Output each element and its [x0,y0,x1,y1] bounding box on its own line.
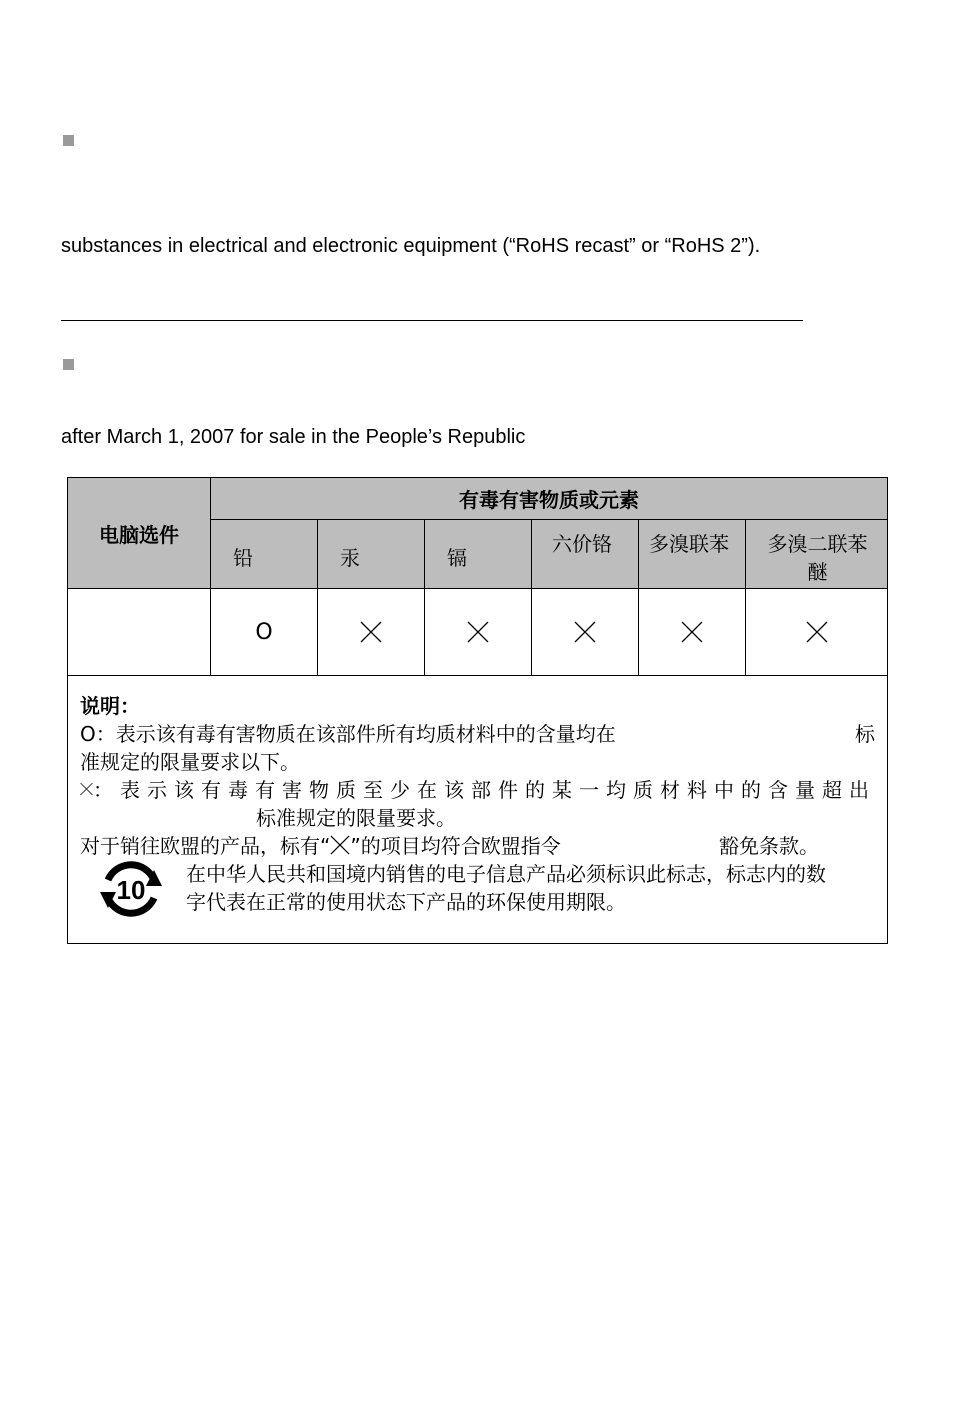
circle-note-line2: 准规定的限量要求以下。 [80,750,300,774]
substance-header-pbde: 多溴二联苯 醚 [745,519,888,589]
cross-mark-icon [360,621,382,643]
substance-header-mercury: 汞 [317,519,425,589]
substance-header-pbb: 多溴联苯 [638,519,746,589]
eu-note-end: 豁免条款。 [719,834,819,858]
cross-mark-icon [681,621,703,643]
pbde-mark [745,588,888,676]
circle-mark-icon: O [255,619,273,645]
notes-box [67,675,888,944]
cross-mark-icon [467,621,489,643]
bullet-icon [63,135,74,146]
hazardous-substances-table [67,477,888,944]
circle-symbol-icon: O [80,722,96,746]
section1-text: substances in electrical and electronic equipment (“RoHS recast” or “RoHS 2”). [61,235,761,257]
cross-symbol-icon [80,779,93,799]
cross-note-line2: 标准规定的限量要求。 [256,806,456,830]
cross-symbol-icon [330,835,350,855]
cross-mark-icon [574,621,596,643]
substance-header-cadmium: 镉 [424,519,532,589]
section2-text: after March 1, 2007 for sale in the People’s Republic [61,426,526,448]
chromium-mark [531,588,639,676]
substance-header-chromium: 六价铬 [531,519,639,589]
epup-logo-number: 10 [116,875,146,905]
part-header: 电脑选件 [67,477,211,589]
circle-note-line1: O：表示该有毒有害物质在该部件所有均质材料中的含量均在 [80,722,616,746]
group-header: 有毒有害物质或元素 [210,477,888,520]
part-name-cell [67,588,211,676]
cross-mark-icon [806,621,828,643]
cross-note-text: ：表示该有毒有害物质至少在该部件的某一均质材料中的含量超出 [93,778,876,802]
bullet-icon [63,359,74,370]
divider [61,320,803,321]
cross-note-line1 [80,774,876,803]
cadmium-mark [424,588,532,676]
circle-note-line1-end: 标 [855,722,875,746]
logo-note-line1: 在中华人民共和国境内销售的电子信息产品必须标识此标志，标志内的数 [186,862,826,886]
mercury-mark [317,588,425,676]
epup-logo-icon [96,856,166,922]
pbb-mark [638,588,746,676]
substance-header-lead: 铅 [210,519,318,589]
logo-note-line2: 字代表在正常的使用状态下产品的环保使用期限。 [186,890,626,914]
eu-note: 对于销往欧盟的产品，标有“ ”的项目均符合欧盟指令 [80,834,561,858]
lead-mark [210,588,318,676]
notes-title: 说明： [80,694,140,718]
